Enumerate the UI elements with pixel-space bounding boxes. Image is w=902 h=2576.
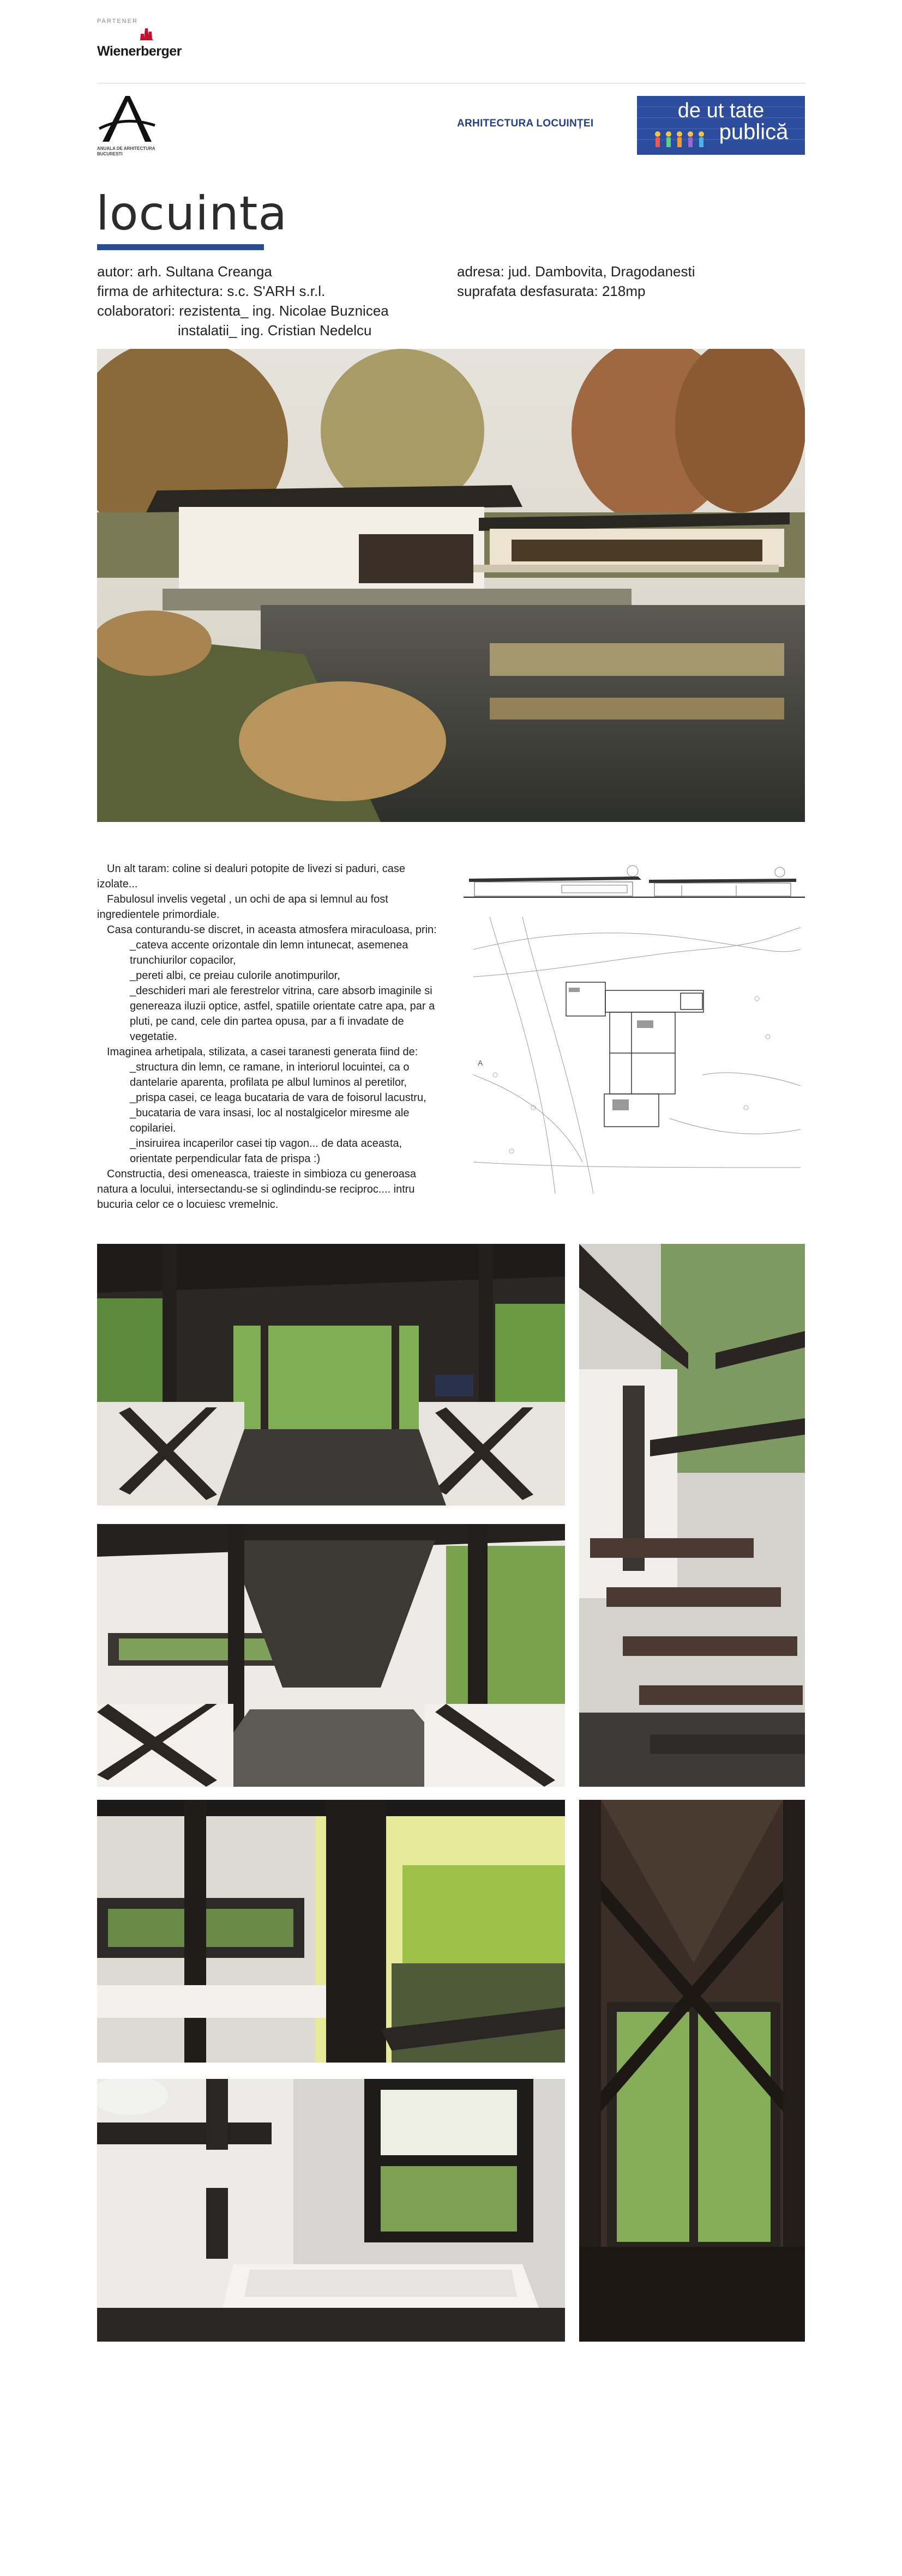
story-bullet: _bucataria de vara insasi, loc al nostalgicelor miresme ale copilariei. <box>130 1107 410 1134</box>
utilitate-publica-badge[interactable] <box>637 96 805 155</box>
story-bullet: _deschideri mari ale ferestrelor vitrina, care absorb imaginile si genereaza iluzii optice, astfel, spatiile orientate catre apa, par a pluti, pe cand, cele din partea opusa, par a fi invadate de vegetatie. <box>130 985 435 1043</box>
project-info-left <box>97 262 389 340</box>
timber-truss-window-icon <box>579 1800 805 2342</box>
wienerberger-wordmark: Wienerberger <box>97 44 182 59</box>
elevation-sketch-icon <box>464 863 805 900</box>
story-paragraph: Un alt taram: coline si dealuri potopite de livezi si paduri, case izolate... <box>97 863 405 890</box>
project-info-right <box>457 262 695 301</box>
window-view-photo <box>97 1800 565 2063</box>
story-bullet: _cateva accente orizontale din lemn intunecat, asemenea trunchiurilor copacilor, <box>130 939 408 966</box>
anuala-logo-text: ANUALA DE ARHITECTURA BUCURESTI <box>97 146 155 156</box>
truss-window-photo <box>579 1800 805 2342</box>
story-bullet: _structura din lemn, ce ramane, in interiorul locuintei, ca o dantelarie aparenta, profilata pe albul luminos al peretilor, <box>130 1061 410 1089</box>
page-title: locuinta <box>96 186 288 241</box>
corridor-photo <box>97 1524 565 1787</box>
elevations-drawing <box>464 863 805 900</box>
porch-interior-icon <box>97 1244 565 1505</box>
badge-line2: publică <box>719 120 789 144</box>
house-lake-photo-icon <box>97 349 805 822</box>
stairs-photo <box>579 1244 805 1787</box>
site-plan-icon <box>473 911 801 1194</box>
story-paragraph: Casa conturandu-se discret, in aceasta atmosfera miraculoasa, prin: <box>107 924 437 936</box>
story-bullet: _prispa casei, ce leaga bucataria de vara de foisorul lacustru, <box>130 1092 426 1104</box>
site-plan-drawing <box>473 911 801 1194</box>
bathroom-interior-icon <box>97 2079 565 2342</box>
plan-section-label: A <box>478 1059 483 1067</box>
badge-line1: de ut tate <box>677 99 765 122</box>
story-paragraph: Imaginea arhetipala, stilizata, a casei taranesti generata fiind de: <box>107 1046 418 1058</box>
partner-label: PARTENER <box>97 18 138 25</box>
hero-photo <box>97 349 805 822</box>
window-lake-view-icon <box>97 1800 565 2063</box>
anuala-a-icon <box>97 94 157 146</box>
section-title[interactable]: ARHITECTURA LOCUINȚEI <box>457 118 594 129</box>
story-paragraph: Fabulosul invelis vegetal , un ochi de apa si lemnul au fost ingredientele primordiale. <box>97 893 388 921</box>
firm-line: firma de arhitectura: s.c. S'ARH s.r.l. <box>97 283 326 299</box>
porch-photo <box>97 1244 565 1505</box>
anuala-logo[interactable] <box>97 94 157 146</box>
author-line: autor: arh. Sultana Creanga <box>97 263 272 280</box>
address-line: adresa: jud. Dambovita, Dragodanesti <box>457 263 695 280</box>
collaborators-line: colaboratori: rezistenta_ ing. Nicolae Buznicea <box>97 303 389 319</box>
story-bullet: _insiruirea incaperilor casei tip vagon... de data aceasta, orientate perpendicular fata de prispa :) <box>130 1138 402 1165</box>
story-bullet: _pereti albi, ce preiau culorile anotimpurilor, <box>130 970 340 982</box>
title-underline <box>97 244 264 250</box>
project-description <box>97 861 446 1212</box>
collaborators-line-2: instalatii_ ing. Cristian Nedelcu <box>178 322 372 338</box>
floating-stairs-icon <box>579 1244 805 1787</box>
story-paragraph: Constructia, desi omeneasca, traieste in simbioza cu generoasa natura a locului, intersectandu-se si oglindindu-se reciproc.... intru bucuria celor ce o locuiesc vremelnic. <box>97 1168 416 1211</box>
area-line: suprafata desfasurata: 218mp <box>457 283 646 299</box>
bathroom-photo <box>97 2079 565 2342</box>
porch-corridor-icon <box>97 1524 565 1787</box>
